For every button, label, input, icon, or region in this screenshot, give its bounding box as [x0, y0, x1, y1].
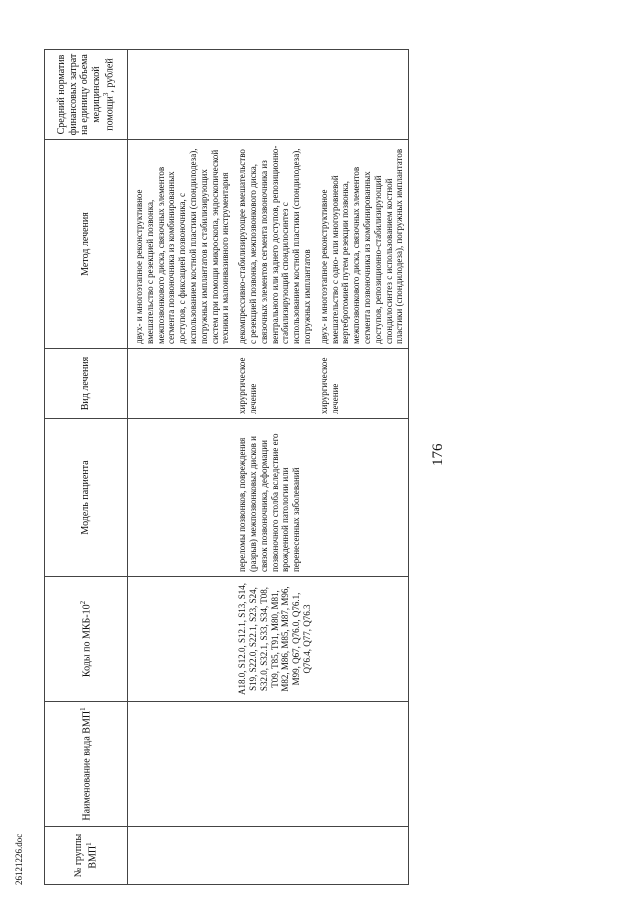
table-header-row: [45, 50, 128, 885]
header-treatment-type: Вид лечения: [45, 349, 128, 419]
header-cost: Средний норматив финансовых затрат на единицу объема медицинской помощи$^3$, рублей: [45, 50, 128, 140]
cell-mkb-codes: A18.0, S12.0, S12.1, S13, S14, S19, S22.0, S22.1, S23, S24, S32.0, S32.1, S33, S34, T08, T09, T85, T91, M80, M81, M82, M86, M85, M87, M96, M99, Q67, Q76.0, Q76.1, Q76.4, Q77, Q76.3: [234, 577, 316, 702]
vmp-table: [44, 49, 409, 885]
cell-patient-model: [316, 419, 409, 577]
cell-cost: [234, 50, 316, 140]
table-row: [128, 50, 235, 885]
cell-patient-model: переломы позвонков, повреждения (разрыв) межпозвонковых дисков и связок позвоночника, деформации позвоночного столба вследствие его врожденной патологии или перенесенных заболеваний: [234, 419, 316, 577]
cell-vmp-name: [234, 702, 316, 827]
cell-treatment-method: двух- и многоэтапное реконструктивное вмешательство с одно- или многоуровневой вертебротомией путем резекции позвонка, межпозвонкового диска, связочных элементов сегмента позвоночника из комбинированных доступов, репозиционно-стабилизирующий спондилосинтез с использованием костной пластики (спондилодеза), погружных имплантатов: [316, 140, 409, 349]
page-number: 176: [430, 443, 446, 466]
header-patient-model: Модель пациента: [45, 419, 128, 577]
cell-vmp-name: [316, 702, 409, 827]
cell-cost: [316, 50, 409, 140]
table-row: [234, 50, 316, 885]
header-group-number: № группы ВМП$^1$: [45, 827, 128, 885]
cell-treatment-type: хирургическое лечение: [234, 349, 316, 419]
cell-mkb-codes: [316, 577, 409, 702]
cell-group: [234, 827, 316, 885]
cell-treatment-method: декомпрессивно-стабилизирующее вмешательство с резекцией позвонка, межпозвонкового диска, связочных элементов сегмента позвоночника из вентрального или заднего доступов, репозиционно-стабилизирующий спондилосинтез с использованием костной пластики (спондилодеза), погружных имплантатов: [234, 140, 316, 349]
cell-vmp-name: [128, 702, 235, 827]
cell-cost: [128, 50, 235, 140]
cell-group: [316, 827, 409, 885]
cell-group: [128, 827, 235, 885]
cell-mkb-codes: [128, 577, 235, 702]
header-treatment-method: Метод лечения: [45, 140, 128, 349]
table-row: [316, 50, 409, 885]
cell-treatment-type: [128, 349, 235, 419]
document-filename: 26121226.doc: [14, 833, 24, 885]
cell-patient-model: [128, 419, 235, 577]
header-mkb-codes: Коды по МКБ-$10^2$: [45, 577, 128, 702]
cell-treatment-method: двух- и многоэтапное реконструктивное вмешательство с резекцией позвонка, межпозвонкового диска, связочных элементов сегмента позвоночника из комбинированных доступов, с фиксацией позвоночника, с использованием костной пластики (спондилодеза), погружных имплантатов и стабилизирующих систем при помощи микроскопа, эндоскопической техники и малоинвазивного инструментария: [128, 140, 235, 349]
header-vmp-name: Наименование вида ВМП$^1$: [45, 702, 128, 827]
cell-treatment-type: хирургическое лечение: [316, 349, 409, 419]
